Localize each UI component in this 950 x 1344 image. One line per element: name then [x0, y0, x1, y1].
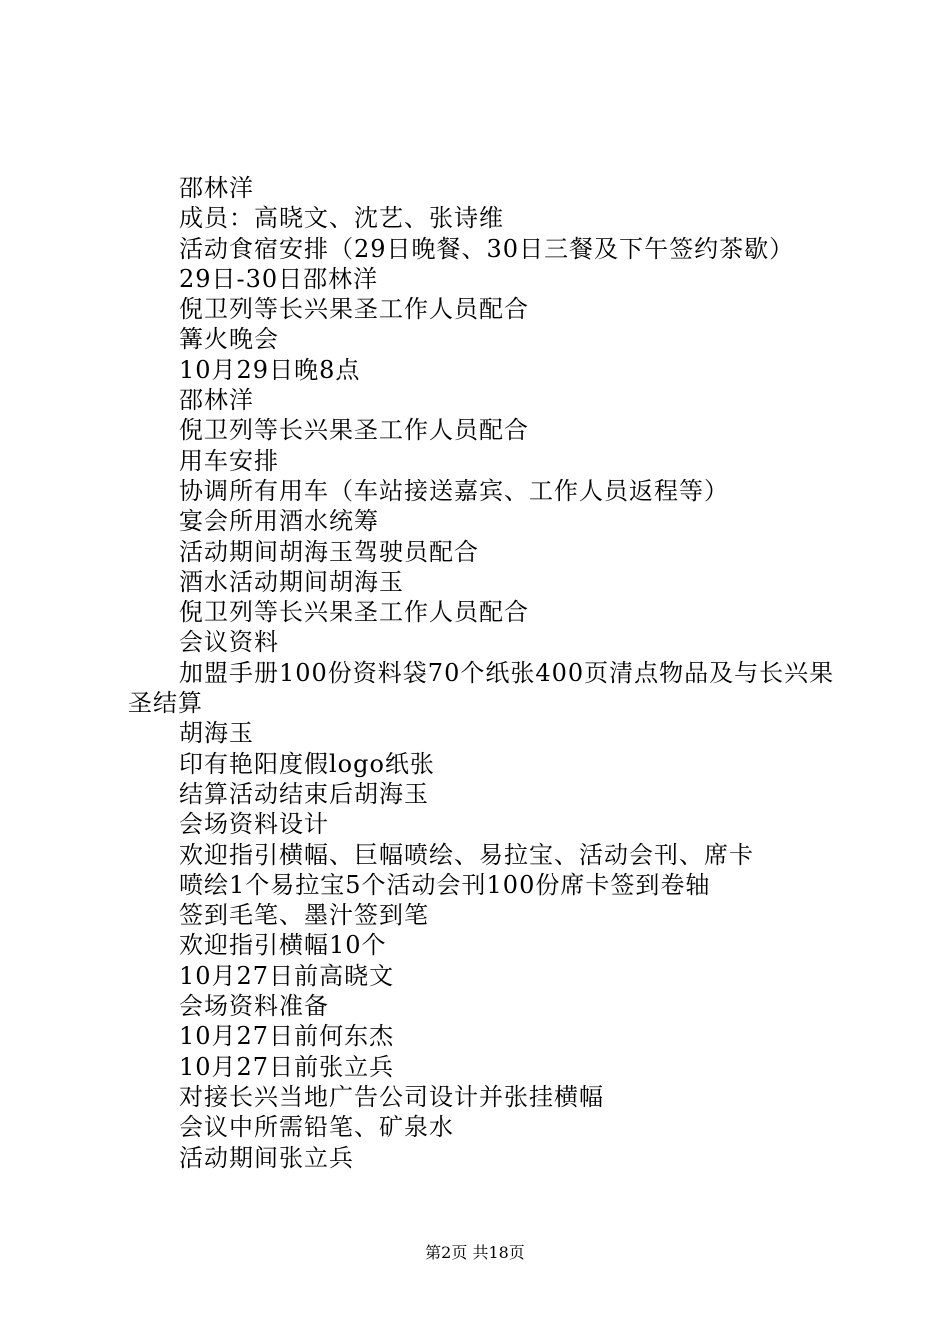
- text-line: 活动期间胡海玉驾驶员配合: [179, 537, 479, 566]
- text-line: 胡海玉: [179, 719, 254, 748]
- text-line: 29日-30日邵林洋: [179, 264, 379, 293]
- text-line: 会场资料设计: [179, 810, 329, 839]
- text-line: 活动食宿安排（29日晚餐、30日三餐及下午签约茶歇）: [179, 234, 795, 263]
- text-line: 加盟手册100份资料袋70个纸张400页清点物品及与长兴果圣结算: [128, 658, 835, 718]
- text-line: 10月27日前张立兵: [179, 1052, 395, 1081]
- page-number: 第2页 共18页: [425, 1243, 525, 1262]
- text-line: 邵林洋: [179, 174, 254, 202]
- text-line: 协调所有用车（车站接送嘉宾、工作人员返程等）: [179, 476, 729, 505]
- text-line: 欢迎指引横幅10个: [179, 931, 387, 960]
- page-footer: [0, 1243, 950, 1263]
- text-line: 宴会所用酒水统筹: [179, 507, 379, 536]
- text-line: 喷绘1个易拉宝5个活动会刊100份席卡签到卷轴: [179, 870, 711, 899]
- text-line: 成员：高晓文、沈艺、张诗维: [179, 204, 504, 233]
- document-body: [128, 173, 840, 1173]
- text-line: 活动期间张立兵: [179, 1143, 354, 1172]
- text-line: 倪卫列等长兴果圣工作人员配合: [179, 598, 529, 627]
- text-line: 倪卫列等长兴果圣工作人员配合: [179, 416, 529, 445]
- text-line: 对接长兴当地广告公司设计并张挂横幅: [179, 1082, 604, 1111]
- text-line: 邵林洋: [179, 386, 254, 415]
- text-line: 会场资料准备: [179, 992, 329, 1021]
- text-line: 10月27日前何东杰: [179, 1022, 395, 1051]
- text-line: 倪卫列等长兴果圣工作人员配合: [179, 295, 529, 324]
- text-line: 签到毛笔、墨汁签到笔: [179, 901, 429, 930]
- text-line: 会议中所需铅笔、矿泉水: [179, 1113, 454, 1142]
- text-line: 篝火晚会: [179, 325, 279, 354]
- text-line: 结算活动结束后胡海玉: [179, 779, 429, 808]
- text-line: 酒水活动期间胡海玉: [179, 567, 404, 596]
- text-line: 会议资料: [179, 628, 279, 657]
- text-line: 用车安排: [179, 446, 279, 475]
- text-line: 10月29日晚8点: [179, 355, 361, 384]
- text-line: 欢迎指引横幅、巨幅喷绘、易拉宝、活动会刊、席卡: [179, 840, 754, 869]
- text-line: 印有艳阳度假logo纸张: [179, 749, 435, 778]
- text-line: 10月27日前高晓文: [179, 961, 395, 990]
